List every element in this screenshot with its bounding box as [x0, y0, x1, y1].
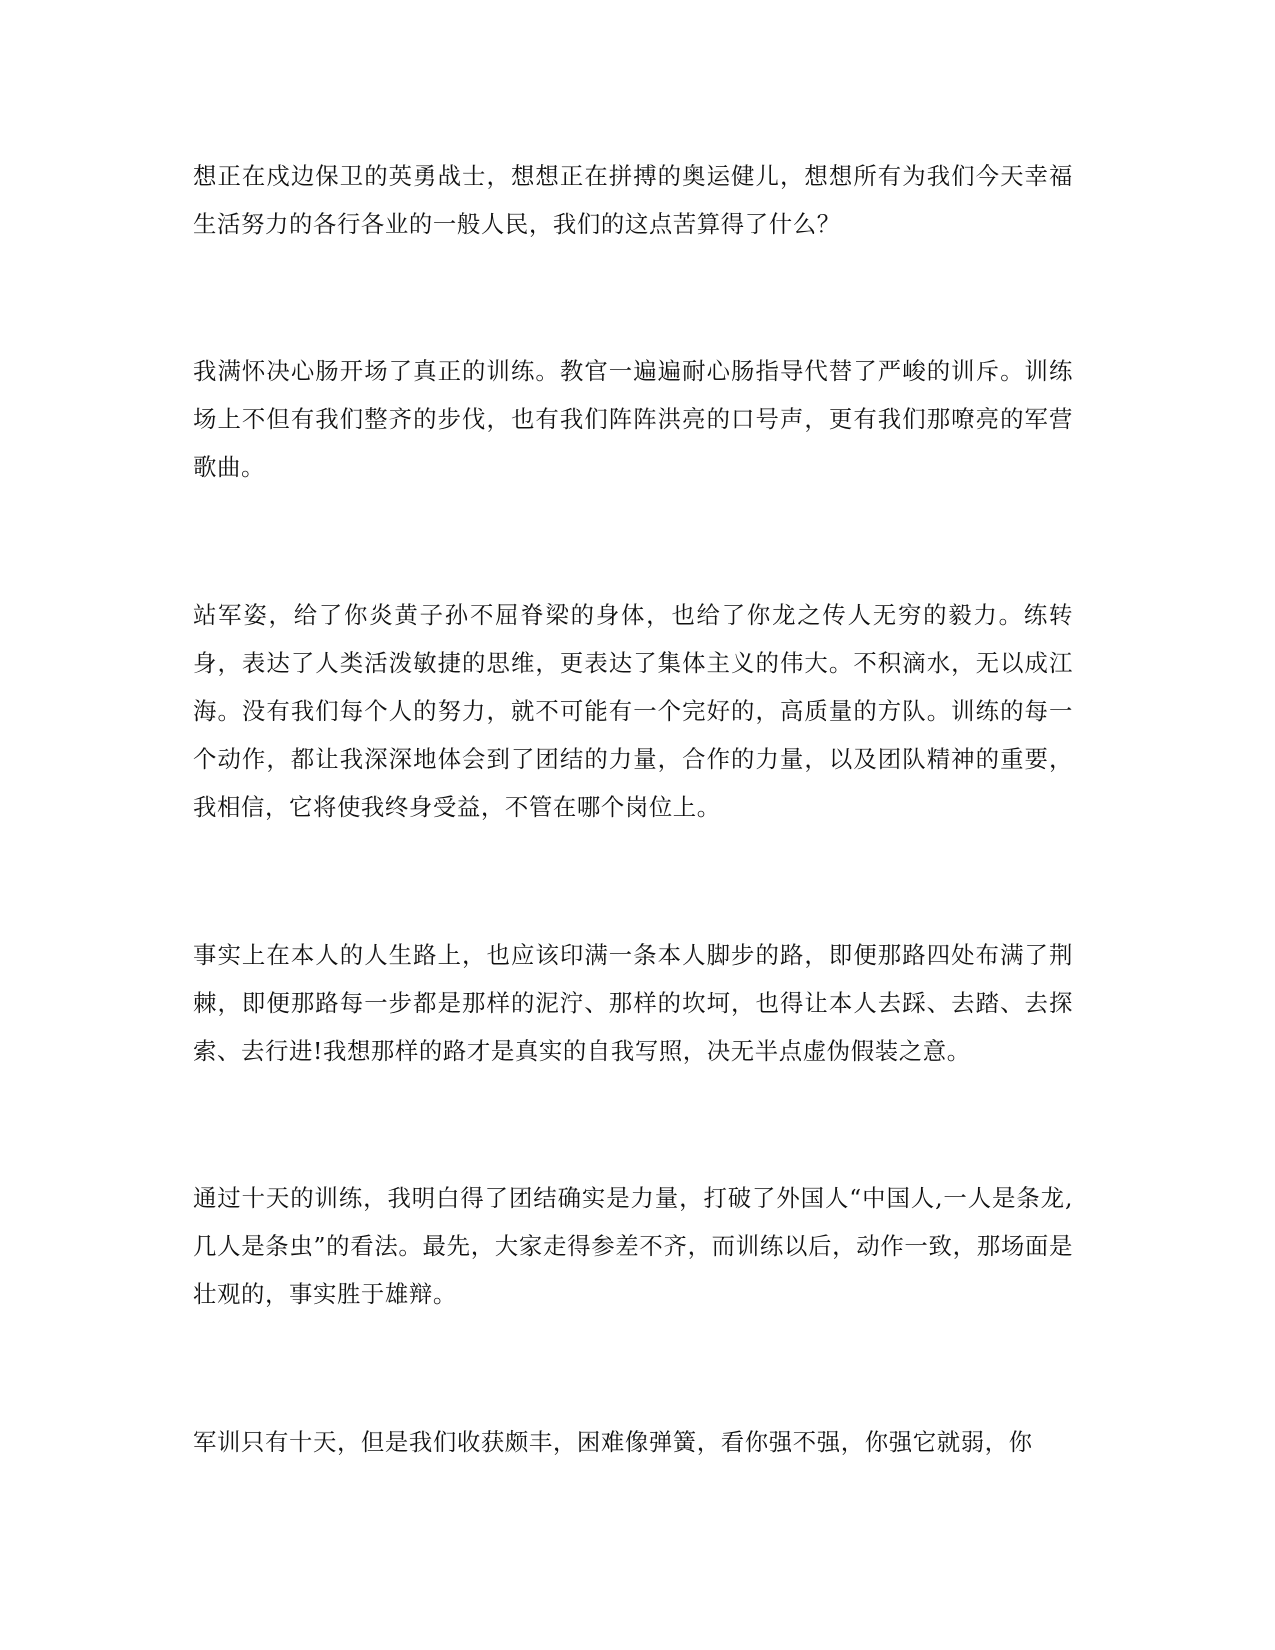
paragraph-3: 站军姿，给了你炎黄子孙不屈脊梁的身体，也给了你龙之传人无穷的毅力。练转身，表达了人类活泼敏捷的思维，更表达了集体主义的伟大。不积滴水，无以成江海。没有我们每个人的努力，就不可能有一个完好的，高质量的方队。训练的每一个动作，都让我深深地体会到了团结的力量，合作的力量，以及团队精神的重要，我相信，它将使我终身受益，不管在哪个岗位上。: [193, 601, 1073, 821]
paragraph-1: 想正在戍边保卫的英勇战士，想想正在拼搏的奥运健儿，想想所有为我们今天幸福生活努力的各行各业的一般人民，我们的这点苦算得了什么？: [193, 162, 1073, 238]
paragraph-4: 事实上在本人的人生路上，也应该印满一条本人脚步的路，即便那路四处布满了荆棘，即便那路每一步都是那样的泥泞、那样的坎坷，也得让本人去踩、去踏、去探索、去行进!我想那样的路才是真实的自我写照，决无半点虚伪假装之意。: [193, 941, 1073, 1065]
paragraph-5: 通过十天的训练，我明白得了团结确实是力量，打破了外国人“中国人,一人是条龙,几人是条虫”的看法。最先，大家走得参差不齐，而训练以后，动作一致，那场面是壮观的，事实胜于雄辩。: [193, 1184, 1073, 1308]
paragraph-2: 我满怀决心肠开场了真正的训练。教官一遍遍耐心肠指导代替了严峻的训斥。训练场上不但有我们整齐的步伐，也有我们阵阵洪亮的口号声，更有我们那嘹亮的军营歌曲。: [193, 357, 1073, 481]
paragraph-6: 军训只有十天，但是我们收获颇丰，困难像弹簧，看你强不强，你强它就弱，你: [193, 1428, 1033, 1456]
